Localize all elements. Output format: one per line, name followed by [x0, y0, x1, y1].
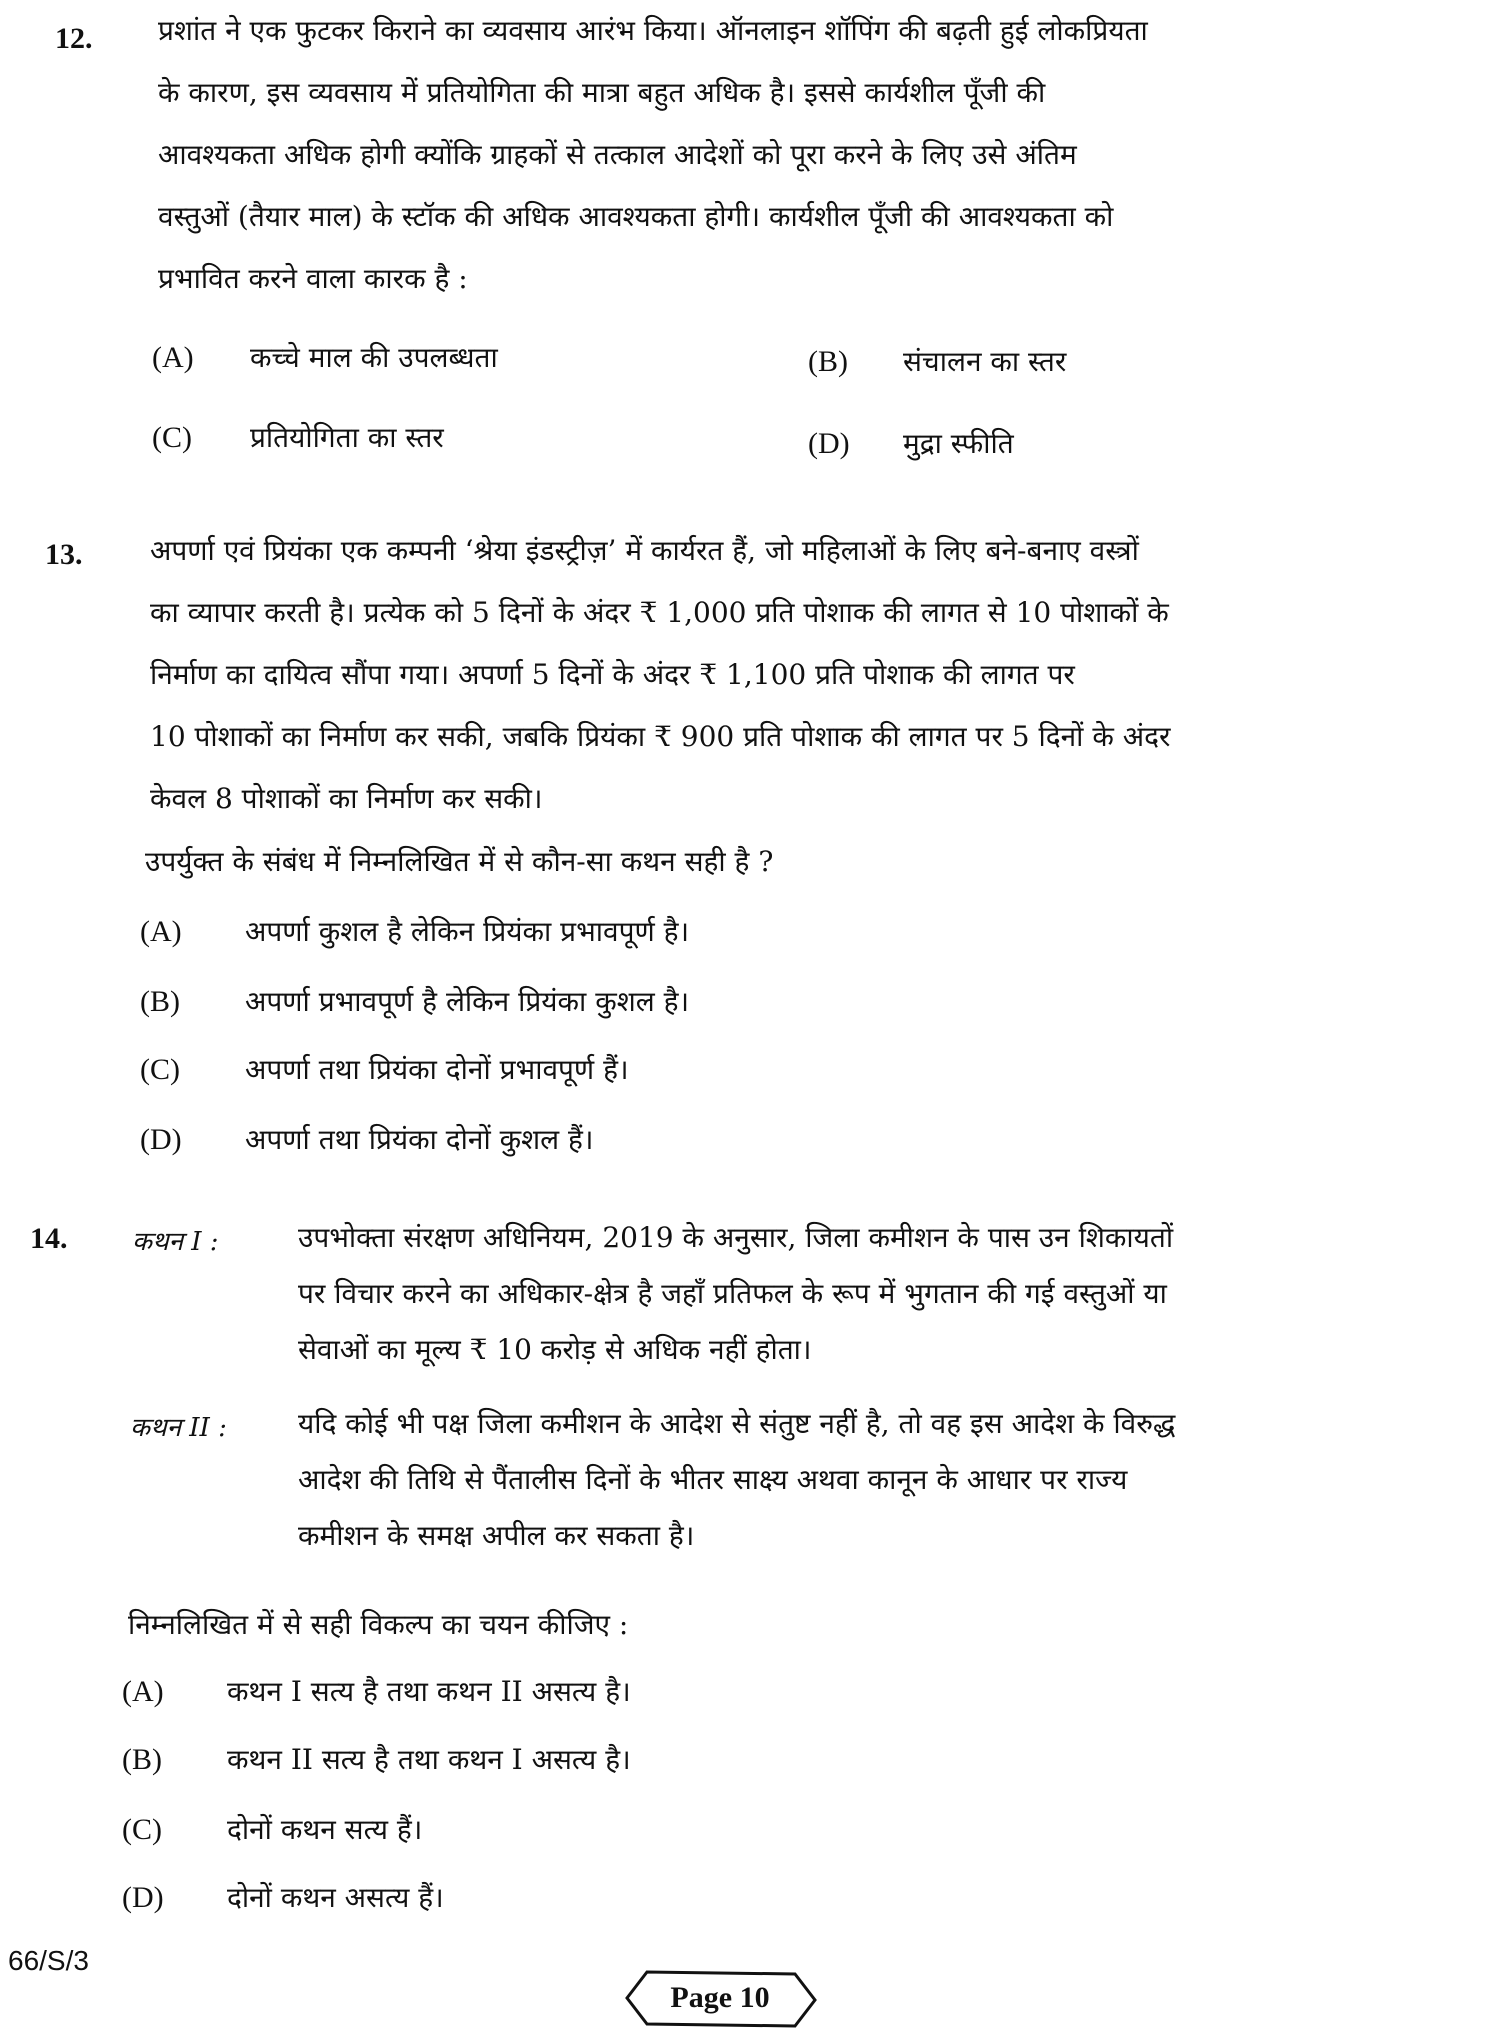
question-13-text [150, 520, 1405, 830]
option-label: (C) [152, 421, 192, 454]
text-line: का व्यापार करती है। प्रत्येक को 5 दिनों के अंदर ₹ 1,000 प्रति पोशाक की लागत से 10 पोशाकों के [150, 596, 1169, 629]
statement-2-text [298, 1396, 1388, 1564]
statement-2-label: कथन II : [130, 1413, 227, 1443]
option-label: (C) [140, 1053, 180, 1086]
question-number: 12. [55, 22, 93, 55]
option-text: मुद्रा स्फीति [903, 427, 1014, 460]
text-line: 10 पोशाकों का निर्माण कर सकी, जबकि प्रियंका ₹ 900 प्रति पोशाक की लागत पर 5 दिनों के अंदर [150, 720, 1171, 753]
option-text: दोनों कथन सत्य हैं। [227, 1813, 423, 1846]
option-label: (A) [152, 341, 194, 374]
option-text: अपर्णा कुशल है लेकिन प्रियंका प्रभावपूर्ण है। [245, 915, 690, 948]
option-c [152, 418, 444, 456]
question-12-text [158, 0, 1408, 310]
text-line: आदेश की तिथि से पैंतालीस दिनों के भीतर साक्ष्य अथवा कानून के आधार पर राज्य [298, 1463, 1128, 1496]
text-line: आवश्यकता अधिक होगी क्योंकि ग्राहकों से तत्काल आदेशों को पूरा करने के लिए उसे अंतिम [158, 138, 1077, 171]
page-number-badge [605, 1968, 835, 2028]
text-line: केवल 8 पोशाकों का निर्माण कर सकी। [150, 782, 543, 815]
question-number: 13. [45, 538, 83, 571]
option-a [122, 1672, 631, 1710]
statement-1-label: कथन I : [132, 1227, 219, 1257]
option-label: (A) [122, 1675, 164, 1708]
page-label: Page 10 [670, 1981, 770, 2014]
option-a [152, 338, 498, 376]
text-line: कमीशन के समक्ष अपील कर सकता है। [298, 1519, 695, 1552]
question-number: 14. [30, 1222, 68, 1255]
option-c [140, 1050, 629, 1088]
option-b [140, 982, 689, 1020]
statement-1-text [298, 1210, 1388, 1378]
text-line: पर विचार करने का अधिकार-क्षेत्र है जहाँ प्रतिफल के रूप में भुगतान की गई वस्तुओं या [298, 1277, 1167, 1310]
option-text: अपर्णा तथा प्रियंका दोनों प्रभावपूर्ण हैं। [245, 1053, 629, 1086]
option-d [808, 424, 1014, 462]
option-a [140, 912, 689, 950]
question-13-prompt: उपर्युक्त के संबंध में निम्नलिखित में से कौन-सा कथन सही है ? [145, 845, 774, 878]
option-text: अपर्णा तथा प्रियंका दोनों कुशल हैं। [245, 1123, 594, 1156]
text-line: उपभोक्ता संरक्षण अधिनियम, 2019 के अनुसार, जिला कमीशन के पास उन शिकायतों [298, 1221, 1174, 1254]
option-text: कथन II सत्य है तथा कथन I असत्य है। [227, 1743, 631, 1776]
option-text: प्रतियोगिता का स्तर [250, 421, 444, 454]
option-label: (A) [140, 915, 182, 948]
option-text: कच्चे माल की उपलब्धता [250, 341, 498, 374]
option-label: (C) [122, 1813, 162, 1846]
option-text: दोनों कथन असत्य हैं। [227, 1881, 444, 1914]
option-text: कथन I सत्य है तथा कथन II असत्य है। [227, 1675, 631, 1708]
text-line: प्रशांत ने एक फुटकर किराने का व्यवसाय आरंभ किया। ऑनलाइन शॉपिंग की बढ़ती हुई लोकप्रियता [158, 14, 1148, 47]
text-line: वस्तुओं (तैयार माल) के स्टॉक की अधिक आवश्यकता होगी। कार्यशील पूँजी की आवश्यकता को [158, 200, 1114, 233]
option-label: (D) [140, 1123, 182, 1156]
option-b [122, 1740, 631, 1778]
option-text: अपर्णा प्रभावपूर्ण है लेकिन प्रियंका कुशल है। [245, 985, 690, 1018]
option-d [122, 1878, 444, 1916]
text-line: निर्माण का दायित्व सौंपा गया। अपर्णा 5 दिनों के अंदर ₹ 1,100 प्रति पोशाक की लागत पर [150, 658, 1075, 691]
paper-code: 66/S/3 [8, 1945, 89, 1976]
option-b [808, 342, 1066, 380]
option-d [140, 1120, 594, 1158]
text-line: सेवाओं का मूल्य ₹ 10 करोड़ से अधिक नहीं होता। [298, 1333, 812, 1366]
text-line: प्रभावित करने वाला कारक है : [158, 262, 468, 295]
option-label: (D) [122, 1881, 164, 1914]
option-c [122, 1810, 422, 1848]
option-text: संचालन का स्तर [903, 345, 1067, 378]
text-line: के कारण, इस व्यवसाय में प्रतियोगिता की मात्रा बहुत अधिक है। इससे कार्यशील पूँजी की [158, 76, 1046, 109]
option-label: (B) [122, 1743, 162, 1776]
option-label: (B) [808, 345, 848, 378]
option-label: (B) [140, 985, 180, 1018]
question-14-prompt: निम्नलिखित में से सही विकल्प का चयन कीजिए : [128, 1608, 629, 1641]
option-label: (D) [808, 427, 850, 460]
text-line: यदि कोई भी पक्ष जिला कमीशन के आदेश से संतुष्ट नहीं है, तो वह इस आदेश के विरुद्ध [298, 1407, 1176, 1440]
text-line: अपर्णा एवं प्रियंका एक कम्पनी ‘श्रेया इंडस्ट्रीज़’ में कार्यरत हैं, जो महिलाओं के लिए बने-बनाए वस्त्रों [150, 534, 1139, 567]
